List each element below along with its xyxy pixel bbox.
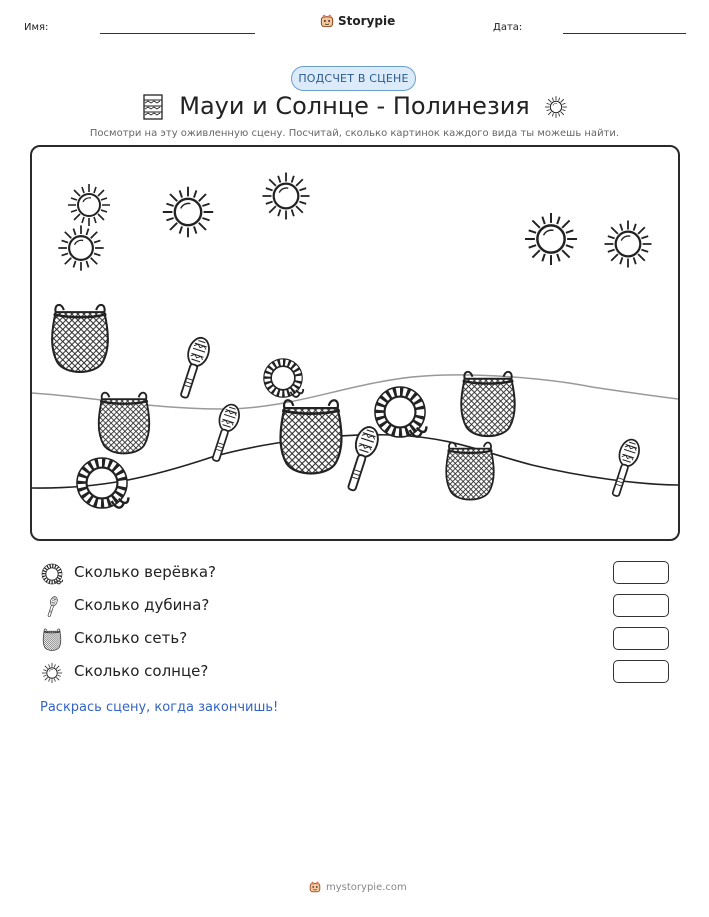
footer-url[interactable]: mystorypie.com bbox=[326, 881, 407, 893]
club-picture bbox=[606, 437, 642, 499]
question-row-net bbox=[40, 627, 670, 653]
answer-box-club[interactable] bbox=[613, 594, 669, 617]
answer-box-net[interactable] bbox=[613, 627, 669, 650]
page-title: Мауи и Солнце - Полинезия bbox=[179, 92, 530, 120]
rope-picture bbox=[380, 392, 427, 437]
question-label: Сколько дубина? bbox=[74, 596, 210, 614]
brand-logo bbox=[320, 14, 395, 28]
question-row-club bbox=[40, 594, 670, 620]
footer bbox=[309, 881, 407, 893]
sun-picture bbox=[58, 225, 103, 270]
sun-picture bbox=[525, 213, 577, 265]
name-field-line[interactable] bbox=[100, 33, 255, 34]
date-field-line[interactable] bbox=[563, 33, 686, 34]
sun-picture bbox=[163, 187, 213, 237]
question-row-rope bbox=[40, 561, 670, 587]
question-label: Сколько солнце? bbox=[74, 662, 209, 680]
club-icon bbox=[40, 595, 64, 619]
sun-picture bbox=[68, 184, 110, 226]
sun-picture bbox=[604, 220, 651, 267]
brand-name: Storypie bbox=[338, 14, 396, 28]
net-picture bbox=[446, 443, 494, 500]
question-row-sun bbox=[40, 660, 670, 686]
club-picture bbox=[341, 424, 381, 493]
net-picture bbox=[281, 400, 342, 473]
sun-icon bbox=[40, 661, 64, 685]
counting-scene bbox=[30, 145, 680, 541]
sun-picture bbox=[262, 172, 309, 219]
question-label: Сколько сеть? bbox=[74, 629, 188, 647]
net-picture bbox=[99, 393, 150, 454]
net-icon bbox=[40, 628, 64, 652]
rope-picture bbox=[267, 362, 303, 397]
coloring-instruction: Раскрась сцену, когда закончишь! bbox=[40, 700, 279, 715]
answer-box-rope[interactable] bbox=[613, 561, 669, 584]
answer-box-sun[interactable] bbox=[613, 660, 669, 683]
net-picture bbox=[461, 372, 515, 436]
club-picture bbox=[174, 335, 212, 400]
name-label: Имя: bbox=[24, 22, 49, 33]
activity-type-badge: ПОДСЧЕТ В СЦЕНЕ bbox=[291, 66, 416, 91]
mascot-icon bbox=[309, 881, 321, 893]
question-label: Сколько верёвка? bbox=[74, 563, 217, 581]
page-subtitle: Посмотри на эту оживленную сцену. Посчитай, сколько картинок каждого вида ты можешь найти. bbox=[89, 128, 620, 139]
rope-icon bbox=[40, 562, 64, 586]
mascot-icon bbox=[320, 14, 334, 28]
date-label: Дата: bbox=[493, 22, 523, 33]
net-picture bbox=[52, 305, 108, 372]
sun-title-icon bbox=[543, 94, 569, 120]
